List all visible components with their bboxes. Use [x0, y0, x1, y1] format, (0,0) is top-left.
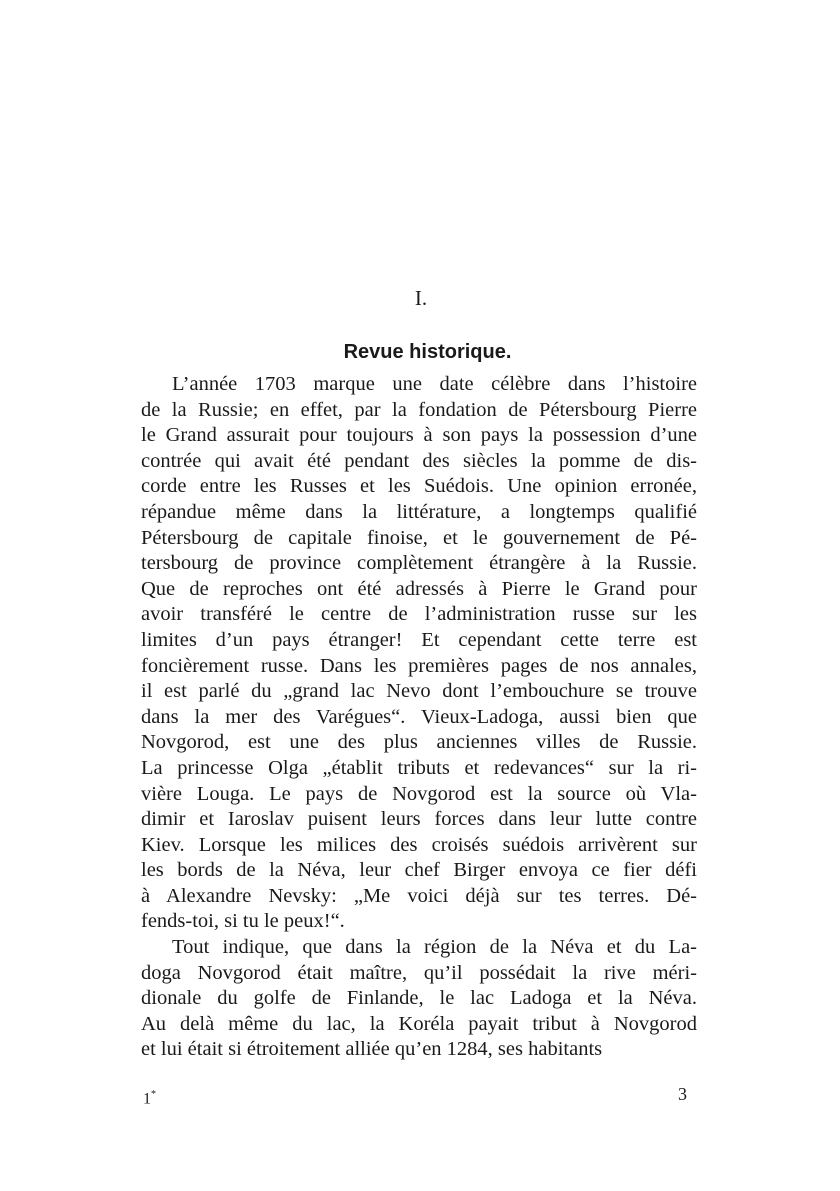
signature-star: * [151, 1089, 156, 1100]
text-line: contrée qui avait été pendant des siècles la pomme de dis- [141, 449, 697, 472]
chapter-number: I. [414, 286, 428, 310]
text-line: dionale du golfe de Finlande, le lac Ladoga et la Néva. [141, 987, 697, 1010]
text-line: avoir transféré le centre de l’administration russe sur les [141, 603, 697, 626]
text-line: Kiev. Lorsque les milices des croisés suédois arrivèrent sur [141, 833, 697, 856]
text-line: les bords de la Néva, leur chef Birger envoya ce fier défi [141, 859, 697, 882]
text-line: Novgorod, est une des plus anciennes villes de Russie. [141, 731, 697, 754]
signature-number: 1 [143, 1090, 151, 1108]
text-line: à Alexandre Nevsky: „Me voici déjà sur tes terres. Dé- [141, 884, 697, 907]
page-number: 3 [678, 1084, 687, 1104]
text-line: répandue même dans la littérature, a longtemps qualifié [141, 500, 697, 523]
paragraph-1 [141, 372, 697, 935]
text-line: Pétersbourg de capitale finoise, et le gouvernement de Pé- [141, 526, 697, 549]
text-line: et lui était si étroitement alliée qu’en 1284, ses habitants [141, 1038, 603, 1061]
text-line: limites d’un pays étranger! Et cependant cette terre est [141, 628, 697, 651]
text-line: le Grand assurait pour toujours à son pays la possession d’une [141, 424, 697, 447]
text-line: il est parlé du „grand lac Nevo dont l’embouchure se trouve [141, 680, 697, 703]
text-line: Tout indique, que dans la région de la Néva et du La- [172, 936, 697, 959]
text-line: dimir et Iaroslav puisent leurs forces dans leur lutte contre [141, 808, 697, 831]
paragraph-2 [141, 935, 697, 1063]
text-line: foncièrement russe. Dans les premières pages de nos annales, [141, 654, 697, 677]
text-line: fends-toi, si tu le peux!“. [141, 910, 345, 933]
text-line: L’année 1703 marque une date célèbre dans l’histoire [172, 373, 697, 395]
text-line: vière Louga. Le pays de Novgorod est la source où Vla- [141, 782, 697, 805]
printer-signature-mark [143, 1085, 156, 1109]
text-line: tersbourg de province complètement étrangère à la Russie. [141, 552, 697, 575]
text-line: Au delà même du lac, la Koréla payait tribut à Novgorod [141, 1012, 697, 1035]
text-line: doga Novgorod était maître, qu’il possédait la rive méri- [141, 961, 697, 984]
text-line: dans la mer des Varégues“. Vieux-Ladoga, aussi bien que [141, 705, 697, 728]
text-line: de la Russie; en effet, par la fondation de Pétersbourg Pierre [141, 398, 697, 421]
chapter-title: Revue historique. [343, 341, 512, 363]
text-line: Que de reproches ont été adressés à Pierre le Grand pour [141, 577, 697, 600]
text-line: La princesse Olga „établit tributs et redevances“ sur la ri- [141, 756, 697, 779]
body-text [141, 372, 697, 1063]
text-line: corde entre les Russes et les Suédois. Une opinion erronée, [141, 475, 697, 498]
